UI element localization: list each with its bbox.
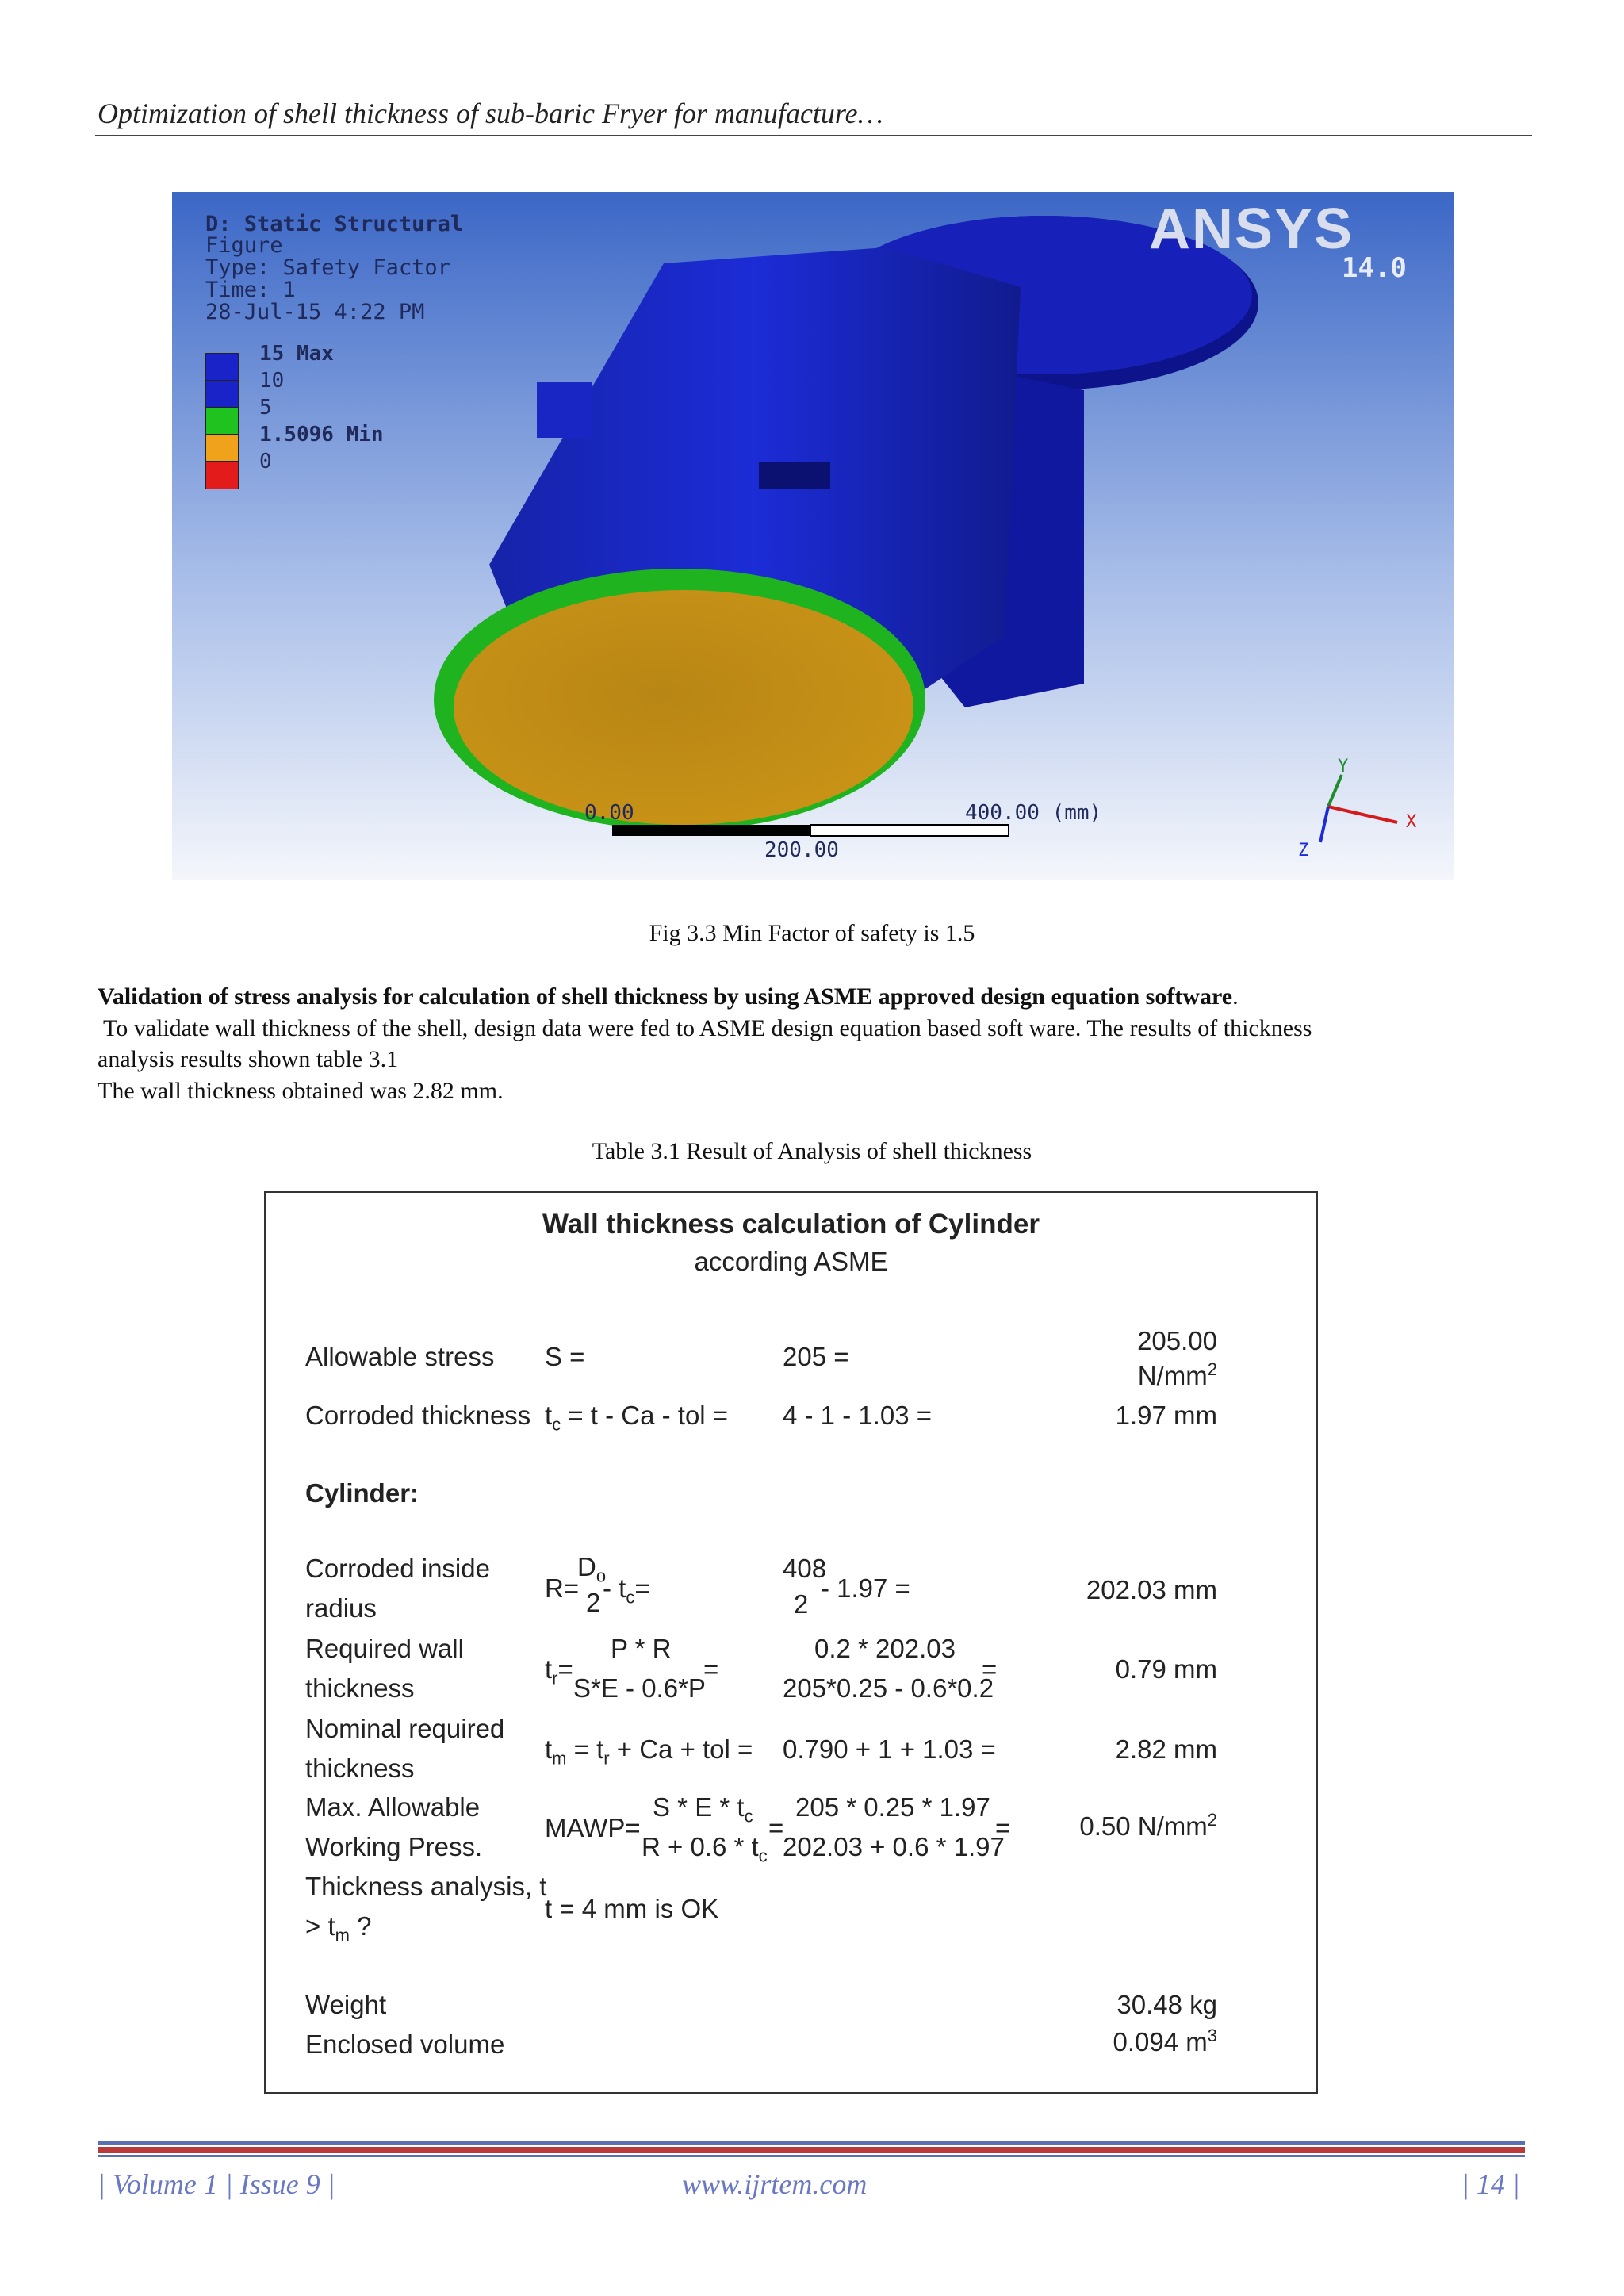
mawp-label-2: Working Press. — [305, 1832, 483, 1861]
weight-value: 30.48 kg — [1116, 1990, 1217, 2019]
radius-label-2: radius — [305, 1593, 377, 1623]
radius-formula: R= — [545, 1573, 580, 1603]
legend-swatch — [205, 380, 239, 408]
nom-value: 2.82 mm — [1115, 1734, 1217, 1764]
axis-x-label: X — [1406, 812, 1417, 832]
scale-start: 0.00 — [584, 801, 634, 825]
analysis-line2: Figure — [205, 233, 283, 258]
mawp-formula-num: S * E * $t_c$ — [653, 1792, 753, 1826]
check-label-1: Thickness analysis, t — [305, 1872, 547, 1901]
asme-calculation-table — [264, 1191, 1318, 2094]
allowable-unit-line: $N/mm^2$ — [1137, 1359, 1217, 1390]
base-plate — [454, 590, 914, 825]
req-label-2: thickness — [305, 1673, 415, 1703]
mawp-formula-den: $R + 0.6 * t_c$ — [642, 1832, 768, 1866]
mawp-formula-lhs: MAWP= — [545, 1813, 641, 1842]
table-subtitle: according ASME — [694, 1247, 888, 1276]
radius-formula-rest: - $t_c=$ — [603, 1573, 650, 1608]
scale-bar-black — [612, 825, 810, 836]
analysis-line3: Type: Safety Factor — [205, 255, 450, 280]
table-caption: Table 3.1 Result of Analysis of shell thickness — [592, 1138, 1032, 1164]
req-calc-num: 0.2 * 202.03 — [814, 1634, 956, 1663]
req-formula-lhs: $t_r=$ — [545, 1654, 573, 1688]
legend-label: 5 — [259, 396, 272, 420]
ansys-figure — [172, 192, 1454, 880]
nom-label-1: Nominal required — [305, 1714, 505, 1743]
scale-mid: 200.00 — [764, 838, 839, 862]
cut-out — [759, 462, 830, 489]
allowable-label: Allowable stress — [305, 1342, 495, 1371]
radius-calc-rest: - 1.97 = — [821, 1573, 910, 1603]
paragraph-2: The wall thickness obtained was 2.82 mm. — [98, 1078, 504, 1104]
check-label-2: > $t_m$ ? — [305, 1911, 372, 1945]
nom-formula: $t_m = t_r + Ca$ + tol = — [545, 1734, 753, 1769]
volume-label: Enclosed volume — [305, 2030, 505, 2059]
table-title: Wall thickness calculation of Cylinder — [542, 1209, 1040, 1240]
scale-bar-white — [810, 825, 1009, 836]
legend-swatch — [205, 407, 239, 435]
radius-formula-den: 2 — [586, 1588, 601, 1617]
nom-label-2: thickness — [305, 1754, 415, 1783]
allowable-calc: 205 = — [783, 1342, 849, 1371]
mawp-value-line: 0.50 $N/mm^2$ — [1079, 1810, 1217, 1841]
corroded-calc: 4 - 1 - 1.03 = — [783, 1401, 933, 1430]
req-calc-den: 205*0.25 - 0.6*0.2 — [783, 1673, 994, 1703]
running-header: Optimization of shell thickness of sub-baric Fryer for manufacture… — [98, 98, 883, 129]
mawp-label-1: Max. Allowable — [305, 1792, 481, 1822]
req-formula-eq: = — [703, 1654, 719, 1684]
axis-z-label: Z — [1298, 841, 1309, 861]
footer-rule-blue — [98, 2141, 1525, 2145]
req-value: 0.79 mm — [1115, 1654, 1217, 1684]
section-heading: Validation of stress analysis for calculation of shell thickness by using ASME approved design equation software — [98, 983, 1233, 1010]
legend-label: 15 Max — [259, 342, 334, 366]
paragraph-1b: analysis results shown table 3.1 — [98, 1046, 399, 1072]
paragraph-1a: To validate wall thickness of the shell, design data were fed to ASME design equation based soft ware. The results of thickness — [98, 1015, 1312, 1041]
legend-label: 1.5096 Min — [259, 423, 384, 447]
footer-rule-blue-thin — [98, 2155, 1525, 2157]
legend-swatch — [205, 461, 239, 489]
allowable-formula: S = — [545, 1342, 585, 1371]
legend-swatch — [205, 353, 239, 381]
corroded-label: Corroded thickness — [305, 1401, 531, 1430]
req-formula-den: S*E - 0.6*P — [573, 1673, 706, 1703]
analysis-title: D: Static Structural — [205, 212, 464, 236]
nom-calc: 0.790 + 1 + 1.03 = — [783, 1734, 996, 1764]
corroded-formula: $t_c = t - Ca$ - tol = — [545, 1401, 729, 1435]
allowable-value: 205.00 — [1137, 1326, 1217, 1355]
footer-website[interactable]: www.ijrtem.com — [682, 2168, 868, 2200]
footer-rule-red — [98, 2147, 1525, 2153]
nozzle — [537, 382, 592, 438]
check-result: t = 4 mm is OK — [545, 1894, 719, 1923]
corroded-value: 1.97 mm — [1115, 1401, 1217, 1430]
radius-formula-num: $D_o$ — [577, 1552, 607, 1586]
legend-label: 10 — [259, 369, 285, 393]
ansys-logo: ANSYS — [1149, 197, 1354, 261]
weight-label: Weight — [305, 1990, 387, 2019]
analysis-line4: Time: 1 — [205, 278, 296, 302]
radius-value: 202.03 mm — [1086, 1575, 1217, 1604]
axis-y-label: Y — [1338, 757, 1349, 776]
mawp-formula-eq: = — [768, 1813, 784, 1842]
legend-label: 0 — [259, 450, 272, 473]
radius-label-1: Corroded inside — [305, 1554, 490, 1583]
figure-caption: Fig 3.3 Min Factor of safety is 1.5 — [649, 920, 975, 946]
volume-value-line: 0.094 $m^3$ — [1113, 2026, 1217, 2056]
fea-render — [172, 192, 1454, 880]
footer-page-number: | 14 | — [1461, 2168, 1520, 2200]
scale-end: 400.00 (mm) — [965, 801, 1102, 825]
req-calc-eq: = — [982, 1654, 998, 1684]
section-heading-line — [98, 981, 1534, 1012]
legend-swatch — [205, 434, 239, 462]
mawp-calc-num: 205 * 0.25 * 1.97 — [795, 1792, 990, 1822]
req-label-1: Required wall — [305, 1634, 464, 1663]
footer-volume-issue: | Volume 1 | Issue 9 | — [98, 2168, 335, 2200]
header-rule — [95, 135, 1532, 136]
analysis-line5: 28-Jul-15 4:22 PM — [205, 300, 425, 324]
radius-calc-num: 408 — [783, 1554, 827, 1583]
cylinder-heading: Cylinder: — [305, 1478, 419, 1508]
section-heading-period: . — [1232, 983, 1239, 1010]
req-formula-num: P * R — [611, 1634, 672, 1663]
mawp-calc-den: 202.03 + 0.6 * 1.97 — [783, 1832, 1005, 1861]
mawp-calc-eq: = — [995, 1813, 1011, 1842]
ansys-version: 14.0 — [1342, 252, 1407, 284]
radius-calc-den: 2 — [794, 1589, 809, 1619]
